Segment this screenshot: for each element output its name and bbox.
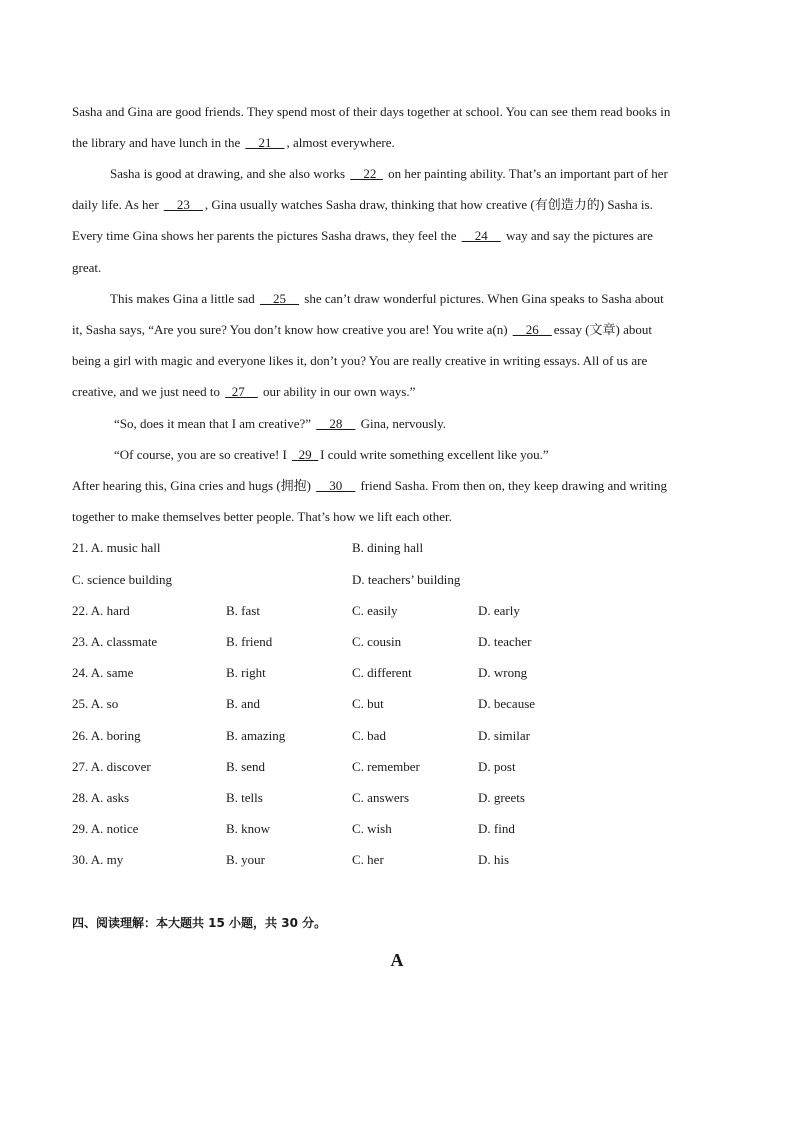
- passage-text: This makes Gina a little sad: [110, 291, 259, 306]
- passage-text: being a girl with magic and everyone likes it, don’t you? You are really creative in writing essays. All of us are: [72, 353, 648, 368]
- passage-text: our ability in our own ways.”: [259, 384, 416, 399]
- blank-24: __24__: [461, 228, 501, 243]
- option-a: 21. A. music hall: [72, 540, 161, 555]
- option-c: C. easily: [352, 603, 398, 618]
- option-d: D. wrong: [478, 665, 528, 680]
- passage-text: the library and have lunch in the: [72, 135, 244, 150]
- passage-line: [72, 321, 652, 339]
- passage-text: Every time Gina shows her parents the pictures Sasha draws, they feel the: [72, 228, 460, 243]
- option-d: D. teacher: [478, 634, 532, 649]
- passage-text: daily life. As her: [72, 197, 162, 212]
- option-a: 30. A. my: [72, 852, 124, 867]
- passage-line: [114, 415, 446, 433]
- option-d: D. similar: [478, 728, 530, 743]
- option-a: 26. A. boring: [72, 728, 141, 743]
- question-row: [72, 664, 672, 682]
- question-row: [72, 851, 672, 869]
- passage-text: After hearing this, Gina cries and hugs (拥抱): [72, 478, 315, 493]
- blank-27: _27__: [225, 384, 258, 399]
- blank-30: __30__: [316, 478, 356, 493]
- option-c: C. wish: [352, 821, 392, 836]
- passage-line: [110, 165, 668, 183]
- question-row: [72, 789, 672, 807]
- option-b: B. your: [226, 852, 265, 867]
- passage-line: [72, 477, 667, 495]
- question-row: [72, 695, 672, 713]
- passage-line: [110, 290, 664, 308]
- option-b: B. amazing: [226, 728, 286, 743]
- passage-text: friend Sasha. From then on, they keep drawing and writing: [357, 478, 668, 493]
- passage-line: [72, 196, 653, 214]
- passage-text: creative, and we just need to: [72, 384, 224, 399]
- passage-text: “Of course, you are so creative! I: [114, 447, 291, 462]
- option-c: C. answers: [352, 790, 410, 805]
- option-a: 27. A. discover: [72, 759, 151, 774]
- blank-25: __25__: [260, 291, 300, 306]
- question-row: [72, 758, 672, 776]
- blank-29: _29_: [292, 447, 319, 462]
- option-a: 24. A. same: [72, 665, 134, 680]
- option-a: 28. A. asks: [72, 790, 130, 805]
- option-c: C. science building: [72, 572, 173, 587]
- passage-text: essay (文章) about: [553, 322, 652, 337]
- option-b: B. fast: [226, 603, 260, 618]
- option-b: B. friend: [226, 634, 273, 649]
- option-b: B. send: [226, 759, 265, 774]
- option-c: C. cousin: [352, 634, 402, 649]
- option-c: C. but: [352, 696, 384, 711]
- option-b: B. dining hall: [352, 540, 424, 555]
- passage-line: [72, 508, 452, 526]
- blank-23: __23__: [163, 197, 203, 212]
- passage-text: , almost everywhere.: [286, 135, 395, 150]
- passage-line: [72, 134, 395, 152]
- passage-text: together to make themselves better people. That’s how we lift each other.: [72, 509, 452, 524]
- question-row: [72, 727, 672, 745]
- passage-text: I could write something excellent like you.”: [320, 447, 549, 462]
- passage-text: she can’t draw wonderful pictures. When Gina speaks to Sasha about: [301, 291, 664, 306]
- option-d: D. his: [478, 852, 510, 867]
- option-c: C. different: [352, 665, 412, 680]
- question-row: [72, 633, 672, 651]
- option-c: C. bad: [352, 728, 386, 743]
- option-d: D. early: [478, 603, 520, 618]
- passage-label: A: [390, 950, 404, 970]
- option-b: B. know: [226, 821, 271, 836]
- passage-text: it, Sasha says, “Are you sure? You don’t know how creative you are! You write a(n): [72, 322, 511, 337]
- passage-text: “So, does it mean that I am creative?”: [114, 416, 315, 431]
- option-c: C. remember: [352, 759, 420, 774]
- passage-line: [72, 352, 647, 370]
- blank-21: __21__: [245, 135, 285, 150]
- option-d: D. post: [478, 759, 516, 774]
- passage-text: on her painting ability. That’s an important part of her: [384, 166, 668, 181]
- question-row: [72, 820, 672, 838]
- section-heading: 四、阅读理解：本大题共 15 小题，共 30 分。: [72, 916, 327, 930]
- blank-26: __26__: [512, 322, 552, 337]
- passage-line: [72, 227, 653, 245]
- option-a: 23. A. classmate: [72, 634, 158, 649]
- option-c: C. her: [352, 852, 384, 867]
- option-a: 25. A. so: [72, 696, 119, 711]
- passage-text: Gina, nervously.: [357, 416, 447, 431]
- option-b: B. and: [226, 696, 260, 711]
- question-row: [72, 602, 672, 620]
- passage-text: way and say the pictures are: [502, 228, 653, 243]
- option-d: D. teachers’ building: [352, 572, 461, 587]
- passage-line: [72, 103, 670, 121]
- blank-22: __22_: [350, 166, 383, 181]
- question-21-row-2: [72, 571, 672, 589]
- passage-text: great.: [72, 260, 102, 275]
- passage-line: [72, 383, 415, 401]
- passage-line: [114, 446, 549, 464]
- passage-text: Sasha and Gina are good friends. They spend most of their days together at school. You can see them read books in: [72, 104, 671, 119]
- passage-text: , Gina usually watches Sasha draw, thinking that how creative (有创造力的) Sasha is.: [204, 197, 653, 212]
- blank-28: __28__: [316, 416, 356, 431]
- option-d: D. greets: [478, 790, 525, 805]
- question-21-row-1: [72, 539, 672, 557]
- option-d: D. find: [478, 821, 515, 836]
- option-b: B. tells: [226, 790, 263, 805]
- option-d: D. because: [478, 696, 536, 711]
- option-a: 22. A. hard: [72, 603, 130, 618]
- passage-line: [72, 259, 101, 277]
- passage-text: Sasha is good at drawing, and she also works: [110, 166, 349, 181]
- option-b: B. right: [226, 665, 266, 680]
- option-a: 29. A. notice: [72, 821, 139, 836]
